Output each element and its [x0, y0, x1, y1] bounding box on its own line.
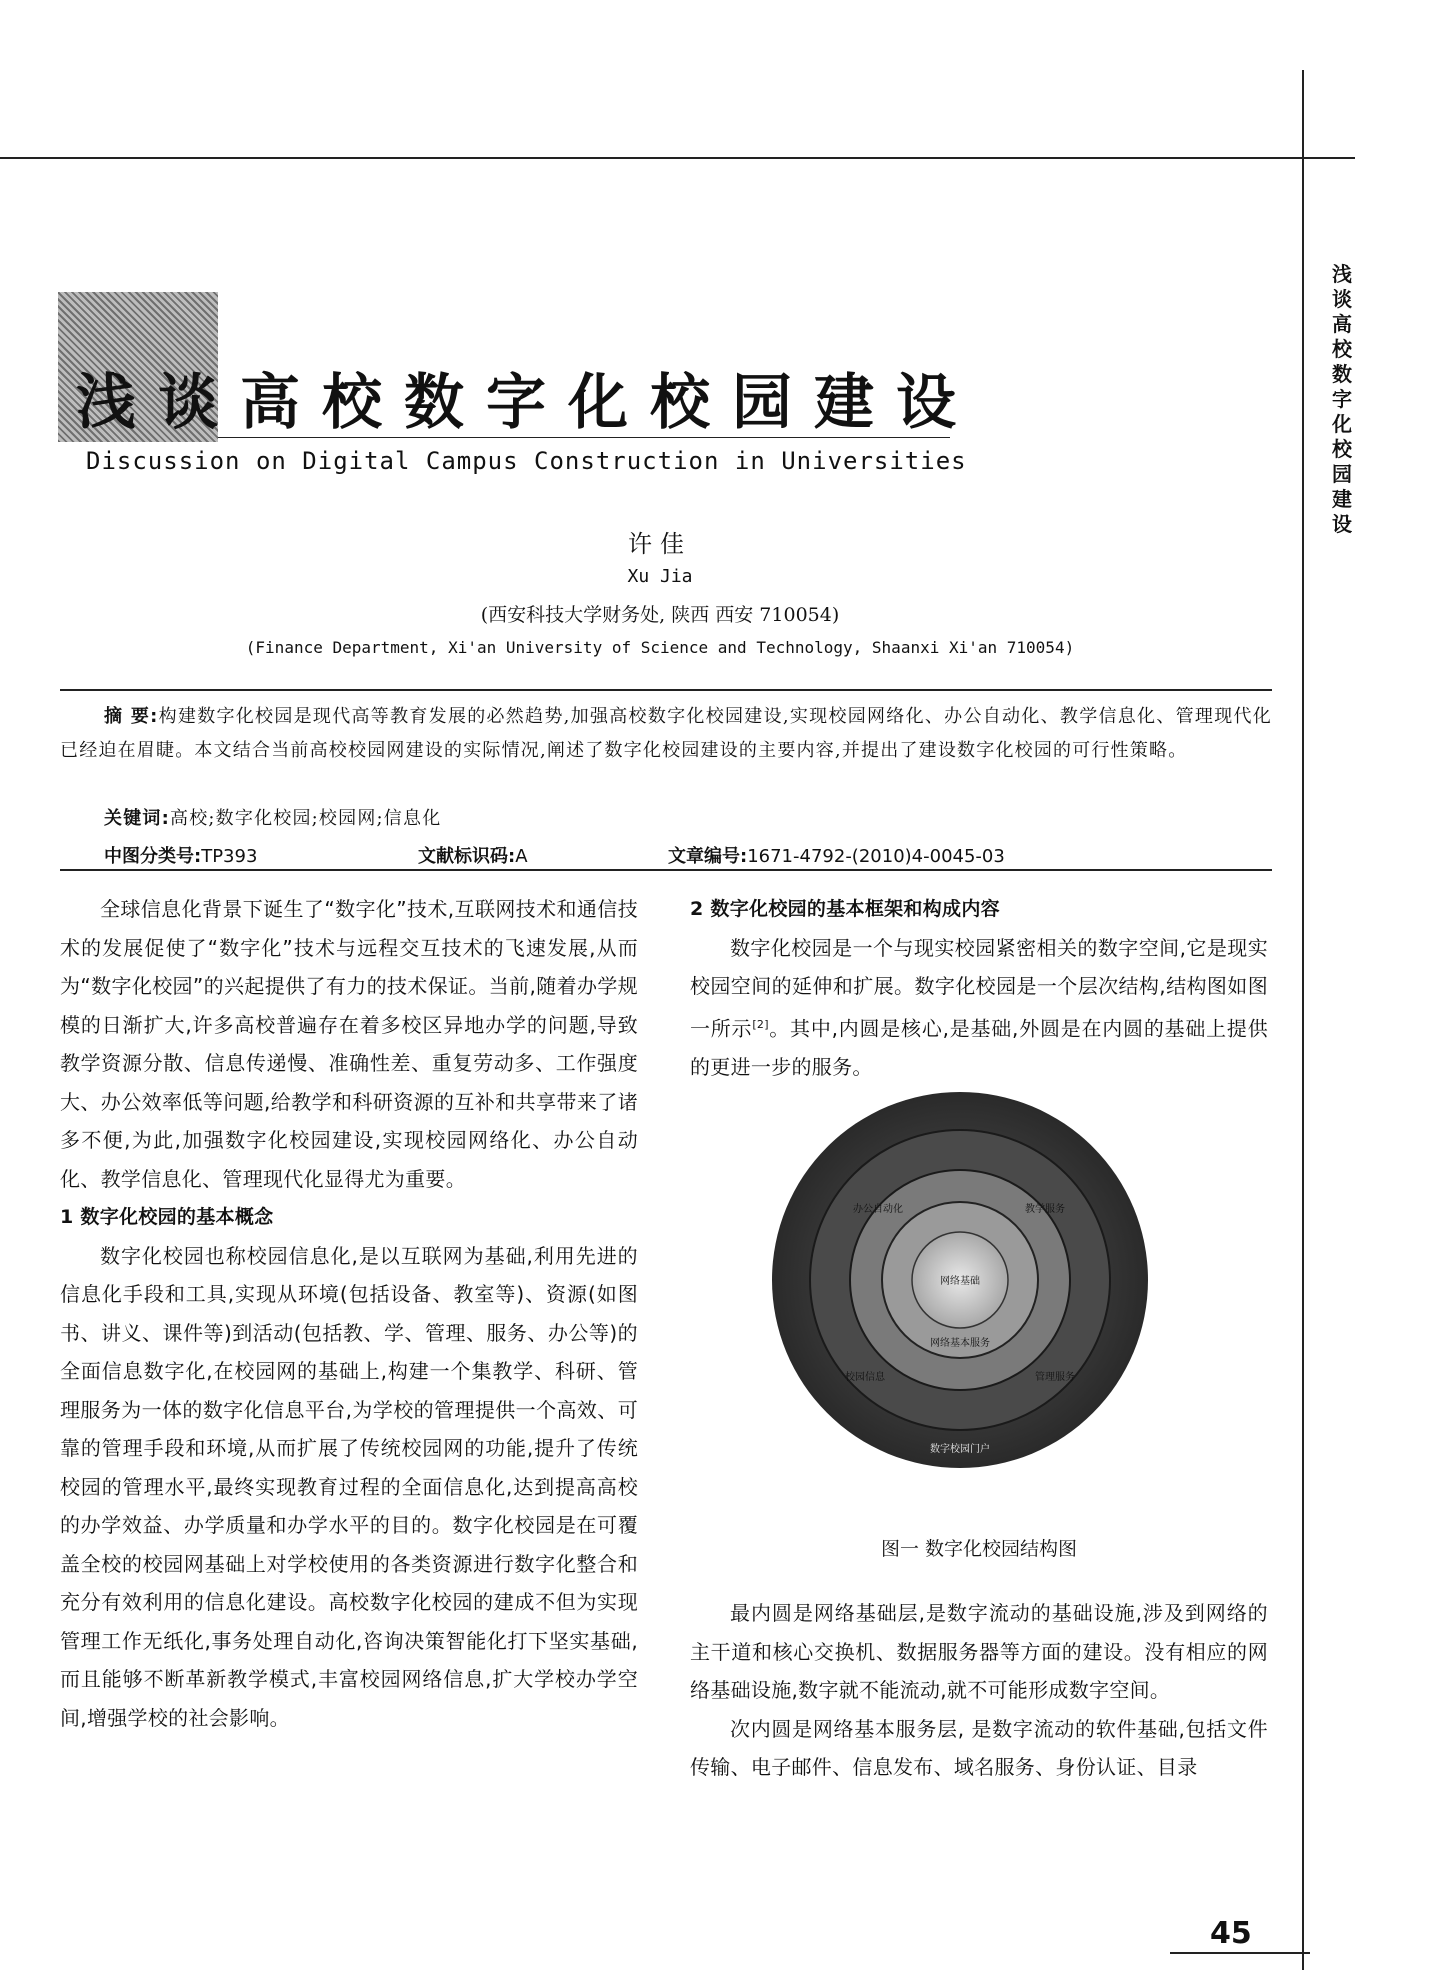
clc-value: TP393: [201, 846, 258, 867]
article-number-value: 1671-4792-(2010)4-0045-03: [747, 846, 1005, 867]
label-core: 网络基础: [940, 1276, 980, 1287]
keywords-text: 高校;数字化校园;校园网;信息化: [170, 808, 442, 829]
left-column: [60, 890, 638, 1737]
label-ring3-right: 教学服务: [1025, 1204, 1065, 1215]
section-1-heading: 1 数字化校园的基本概念: [60, 1206, 274, 1228]
section-2-heading: 2 数字化校园的基本框架和构成内容: [690, 898, 1000, 920]
right-column-bottom: [690, 1594, 1268, 1787]
network-layer-paragraph: 最内圆是网络基础层,是数字流动的基础设施,涉及到网络的主干道和核心交换机、数据服务器等方面的建设。没有相应的网络基础设施,数字就不能流动,就不可能形成数字空间。: [690, 1601, 1268, 1702]
label-ring4-left: 校园信息: [845, 1372, 885, 1383]
running-head: 浅谈高校数字化校园建设: [1332, 262, 1352, 536]
right-column-top: [690, 890, 1268, 1086]
abstract-text: 构建数字化校园是现代高等教育发展的必然趋势,加强高校数字化校园建设,实现校园网络化、办公自动化、教学信息化、管理现代化已经迫在眉睫。本文结合当前高校校园网建设的实际情况,阐述了数字化校园建设的主要内容,并提出了建设数字化校园的可行性策略。: [60, 706, 1272, 761]
affiliation-en: (Finance Department, Xi'an University of Science and Technology, Shaanxi Xi'an 710054): [245, 638, 1075, 657]
clc-number: [104, 842, 257, 868]
section-2-text: 数字化校园是一个与现实校园紧密相关的数字空间,它是现实校园空间的延伸和扩展。数字化校园是一个层次结构,结构图如图一所示: [690, 935, 1268, 1041]
abstract-top-rule: [60, 689, 1272, 691]
title-cn: 浅谈高校数字化校园建设: [76, 368, 978, 438]
title-en: Discussion on Digital Campus Construction in Universities: [86, 447, 967, 475]
figure-caption: 图一 数字化校园结构图: [880, 1538, 1078, 1560]
abstract-bottom-rule: [60, 869, 1272, 871]
keywords: [104, 804, 441, 830]
top-rule: [0, 157, 1355, 159]
section-1-paragraph: 数字化校园也称校园信息化,是以互联网为基础,利用先进的信息化手段和工具,实现从环境(包括设备、教室等)、资源(如图书、讲义、课件等)到活动(包括教、学、管理、服务、办公等)的全面信息数字化,在校园网的基础上,构建一个集教学、科研、管理服务为一体的数字化信息平台,为学校的管理提供一个高效、可靠的管理手段和环境,从而扩展了传统校园网的功能,提升了传统校园的管理水平,最终实现教育过程的全面信息化,达到提高高校的办学效益、办学质量和办学水平的目的。数字化校园是在可覆盖全校的校园网基础上对学校使用的各类资源进行数字化整合和充分有效利用的信息化建设。高校数字化校园的建成不但为实现管理工作无纸化,事务处理自动化,咨询决策智能化打下坚实基础,而且能够不断革新教学模式,丰富校园网络信息,扩大学校办学空间,增强学校的社会影响。: [60, 1243, 638, 1730]
abstract: [60, 700, 1272, 768]
keywords-label: 关键词:: [104, 808, 170, 829]
section-2-text-after: 。其中,内圆是核心,是基础,外圆是在内圆的基础上提供的更进一步的服务。: [690, 1016, 1268, 1079]
section-2-paragraph: [690, 929, 1268, 1087]
digital-campus-structure-figure: [770, 1090, 1150, 1470]
clc-label: 中图分类号:: [104, 846, 202, 867]
label-ring4-right: 管理服务: [1035, 1372, 1075, 1383]
citation-ref: [2]: [752, 1017, 769, 1031]
document-code-value: A: [515, 846, 528, 867]
document-code-label: 文献标识码:: [418, 846, 516, 867]
basic-service-paragraph: 次内圆是网络基本服务层, 是数字流动的软件基础,包括文件传输、电子邮件、信息发布、域名服务、身份认证、目录: [690, 1716, 1268, 1779]
document-code: [418, 842, 528, 868]
right-margin-rule: [1302, 70, 1304, 1970]
page-number-rule: [1170, 1952, 1310, 1954]
author-name-cn: 许佳: [628, 530, 692, 558]
article-number-label: 文章编号:: [668, 846, 748, 867]
label-ring2: 网络基本服务: [930, 1338, 990, 1349]
abstract-label: 摘 要:: [104, 706, 159, 727]
label-ring3-left: 办公自动化: [853, 1204, 903, 1215]
label-outer: 数字校园门户: [930, 1444, 990, 1455]
affiliation-cn: (西安科技大学财务处, 陕西 西安 710054): [480, 604, 840, 626]
author-name-en: Xu Jia: [627, 566, 693, 587]
intro-paragraph: 全球信息化背景下诞生了“数字化”技术,互联网技术和通信技术的发展促使了“数字化”技术与远程交互技术的飞速发展,从而为“数字化校园”的兴起提供了有力的技术保证。当前,随着办学规模的日渐扩大,许多高校普遍存在着多校区异地办学的问题,导致教学资源分散、信息传递慢、准确性差、重复劳动多、工作强度大、办公效率低等问题,给教学和科研资源的互补和共享带来了诸多不便,为此,加强数字化校园建设,实现校园网络化、办公自动化、教学信息化、管理现代化显得尤为重要。: [60, 897, 638, 1191]
page-number: 45: [1210, 1916, 1252, 1951]
article-number: [668, 842, 1005, 868]
